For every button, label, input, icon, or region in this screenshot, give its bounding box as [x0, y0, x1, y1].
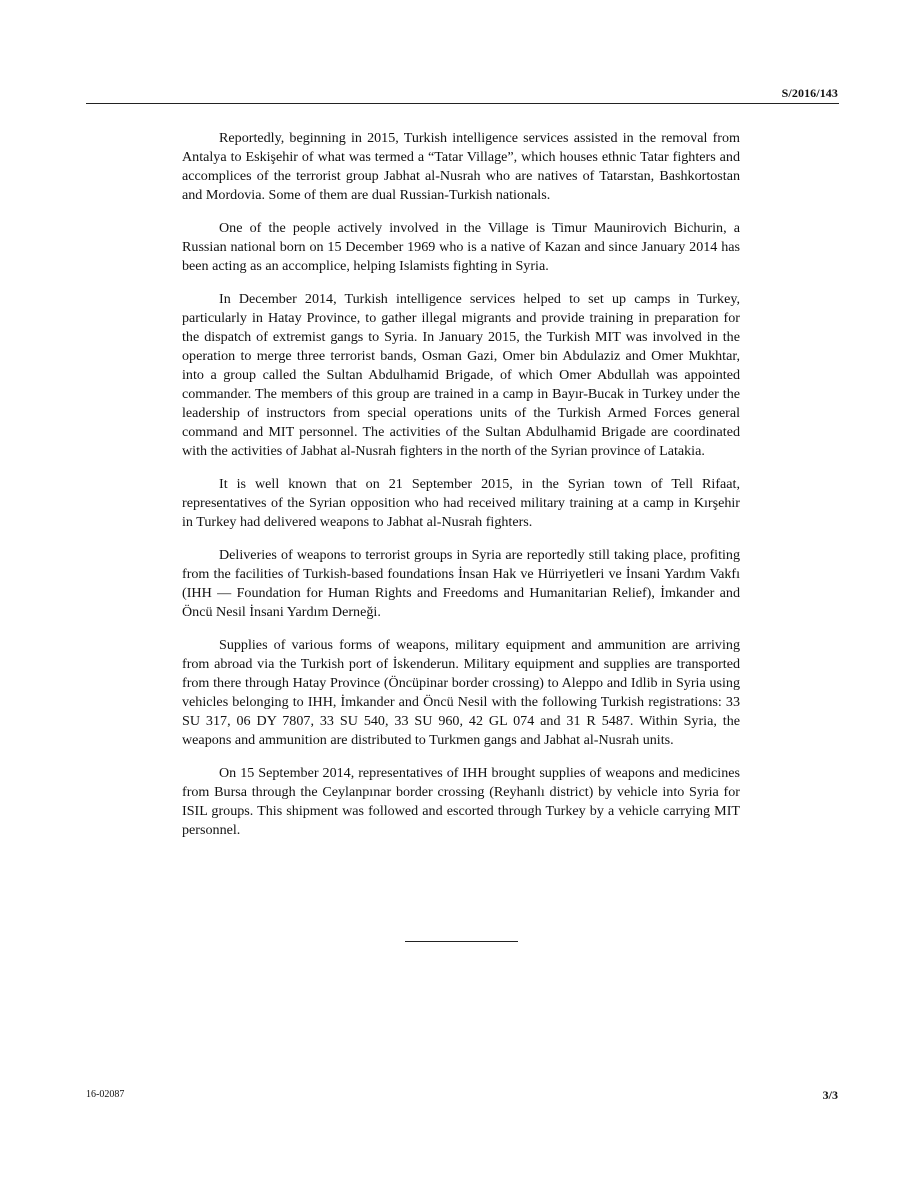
document-symbol: S/2016/143 — [781, 86, 838, 100]
paragraph-hatay-camps: In December 2014, Turkish intelligence services helped to set up camps in Turkey, particularly in Hatay Province, to gather illegal migrants and provide training in preparation for the dispatch of extremist gangs to Syria. In January 2015, the Turkish MIT was involved in the operation to merge three terrorist bands, Osman Gazi, Omer bin Abdulaziz and Omer Mukhtar, into a group called the Sultan Abdulhamid Brigade, of which Omer Abdullah was appointed commander. The members of this group are trained in a camp in Bayır-Bucak in Turkey under the leadership of instructors from special operations units of the Turkish Armed Forces general command and MIT personnel. The activities of the Sultan Abdulhamid Brigade are coordinated with the activities of Jabhat al-Nusrah fighters in the north of the Syrian province of Latakia. — [182, 291, 740, 459]
header-divider — [86, 103, 839, 104]
page-number: 3/3 — [822, 1088, 838, 1102]
end-of-document-rule — [405, 941, 518, 942]
paragraph-bichurin: One of the people actively involved in the Village is Timur Maunirovich Bichurin, a Russian national born on 15 December 1969 who is a native of Kazan and since January 2014 has been acting as an accomplice, helping Islamists fighting in Syria. — [182, 220, 740, 274]
document-body — [182, 129, 740, 854]
paragraph-tatar-village: Reportedly, beginning in 2015, Turkish intelligence services assisted in the removal from Antalya to Eskişehir of what was termed a “Tatar Village”, which houses ethnic Tatar fighters and accomplices of the terrorist group Jabhat al-Nusrah who are natives of Tatarstan, Bashkortostan and Mordovia. Some of them are dual Russian-Turkish nationals. — [182, 130, 740, 203]
paragraph-tell-rifaat: It is well known that on 21 September 2015, in the Syrian town of Tell Rifaat, representatives of the Syrian opposition who had received military training at a camp in Kırşehir in Turkey had delivered weapons to Jabhat al-Nusrah fighters. — [182, 476, 740, 530]
paragraph-weapons-deliveries: Deliveries of weapons to terrorist groups in Syria are reportedly still taking place, profiting from the facilities of Turkish-based foundations İnsan Hak ve Hürriyetleri ve İnsani Yardım Vakfı (IHH — Foundation for Human Rights and Freedoms and Humanitarian Relief), İmkander and Öncü Nesil İnsani Yardım Derneği. — [182, 547, 740, 620]
paragraph-ceylanpinar-shipment: On 15 September 2014, representatives of IHH brought supplies of weapons and medicines from Bursa through the Ceylanpınar border crossing (Reyhanlı district) by vehicle into Syria for ISIL groups. This shipment was followed and escorted through Turkey by a vehicle carrying MIT personnel. — [182, 765, 740, 838]
paragraph-iskenderun-supplies: Supplies of various forms of weapons, military equipment and ammunition are arriving from abroad via the Turkish port of İskenderun. Military equipment and supplies are transported from there through Hatay Province (Öncüpinar border crossing) to Aleppo and Idlib in Syria using vehicles belonging to IHH, İmkander and Öncü Nesil with the following Turkish registrations: 33 SU 317, 06 DY 7807, 33 SU 540, 33 SU 960, 42 GL 074 and 31 R 5487. Within Syria, the weapons and ammunition are distributed to Turkmen gangs and Jabhat al-Nusrah units. — [182, 637, 740, 748]
job-number: 16-02087 — [86, 1089, 125, 1100]
